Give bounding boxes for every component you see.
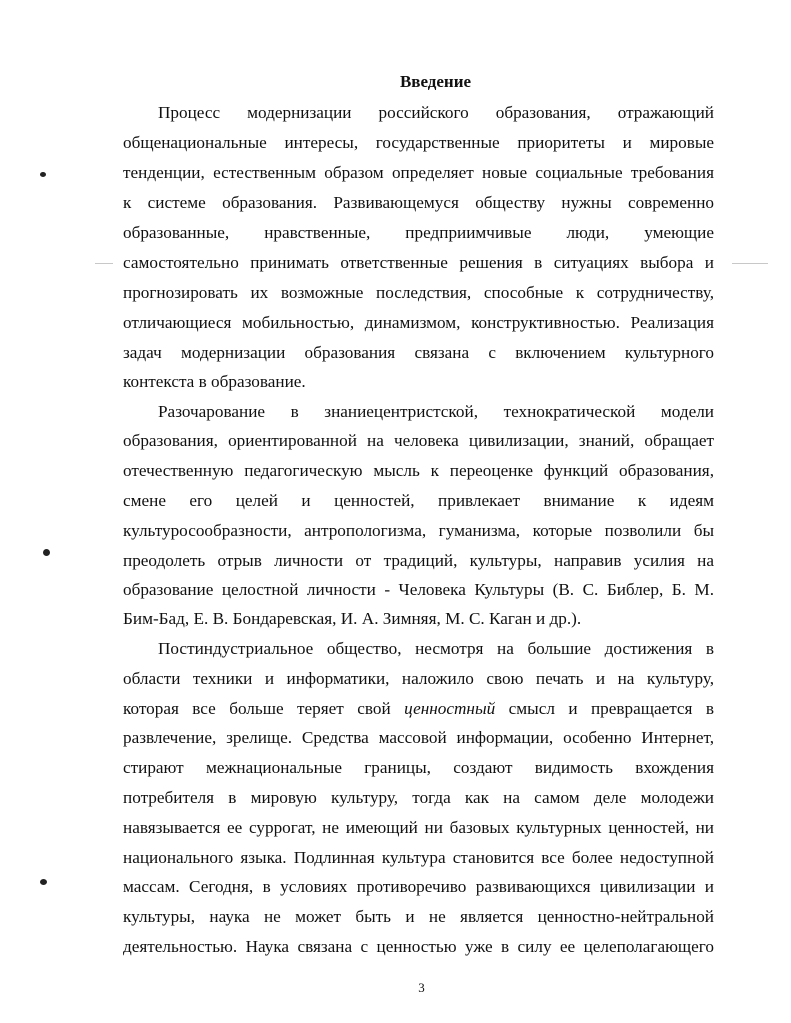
text-fragment: которая все больше теряет свой: [123, 699, 391, 718]
text-line: отличающиеся мобильностью, динамизмом, конструктивностью. Реализация: [123, 313, 714, 332]
text-line: культуросообразности, антропологизма, гуманизма, которые позволили бы: [123, 521, 714, 540]
text-fragment: смысл и превращается в: [508, 699, 715, 718]
text-line: Постиндустриальное общество, несмотря на большие достижения в: [158, 639, 714, 658]
italic-emphasis: ценностный: [404, 699, 496, 718]
text-line: задач модернизации образования связана с включением культурного: [123, 343, 714, 362]
text-line: смене его целей и ценностей, привлекает внимание к идеям: [123, 491, 714, 510]
text-line: образования, ориентированной на человека цивилизации, знаний, обращает: [123, 431, 714, 450]
text-line: образование целостной личности - Человека Культуры (В. С. Библер, Б. М.: [123, 580, 714, 599]
text-line: развлечение, зрелище. Средства массовой информации, особенно Интернет,: [123, 728, 714, 747]
text-line: преодолеть отрыв личности от традиций, культуры, направив усилия на: [123, 551, 714, 570]
text-line: культуры, наука не может быть и не является ценностно-нейтральной: [123, 907, 714, 926]
text-line: тенденции, естественным образом определяет новые социальные требования: [123, 163, 714, 182]
scan-speck: [43, 549, 50, 556]
scan-speck: [40, 879, 47, 885]
text-line: навязывается ее суррогат, не имеющий ни базовых культурных ценностей, ни: [123, 818, 714, 837]
text-line-with-emphasis: [123, 699, 714, 719]
text-line: прогнозировать их возможные последствия, способные к сотрудничеству,: [123, 283, 714, 302]
text-line: деятельностью. Наука связана с ценностью уже в силу ее целеполагающего: [123, 937, 714, 956]
text-line: массам. Сегодня, в условиях противоречиво развивающихся цивилизации и: [123, 877, 714, 896]
text-line: самостоятельно принимать ответственные решения в ситуациях выбора и: [123, 253, 714, 272]
text-line: Разочарование в знаниецентристской, технократической модели: [158, 402, 714, 421]
text-line: отечественную педагогическую мысль к переоценке функций образования,: [123, 461, 714, 480]
scan-line: [732, 263, 768, 264]
text-line: потребителя в мировую культуру, тогда как на самом деле молодежи: [123, 788, 714, 807]
text-line: стирают межнациональные границы, создают видимость вхождения: [123, 758, 714, 777]
text-line: Бим-Бад, Е. В. Бондаревская, И. А. Зимняя, М. С. Каган и др.).: [123, 609, 582, 628]
text-line: общенациональные интересы, государственные приоритеты и мировые: [123, 133, 714, 152]
page-number: 3: [418, 980, 425, 995]
text-line: Процесс модернизации российского образования, отражающий: [158, 103, 714, 122]
text-line: национального языка. Подлинная культура становится все более недоступной: [123, 848, 714, 867]
text-line: области техники и информатики, наложило свою печать и на культуру,: [123, 669, 714, 688]
text-line: контекста в образование.: [123, 372, 306, 391]
section-title: Введение: [399, 72, 472, 91]
text-line: к системе образования. Развивающемуся обществу нужны современно: [123, 193, 714, 212]
scan-speck: [40, 172, 46, 177]
scan-line: [95, 263, 113, 264]
text-line: образованные, нравственные, предприимчивые люди, умеющие: [123, 223, 714, 242]
